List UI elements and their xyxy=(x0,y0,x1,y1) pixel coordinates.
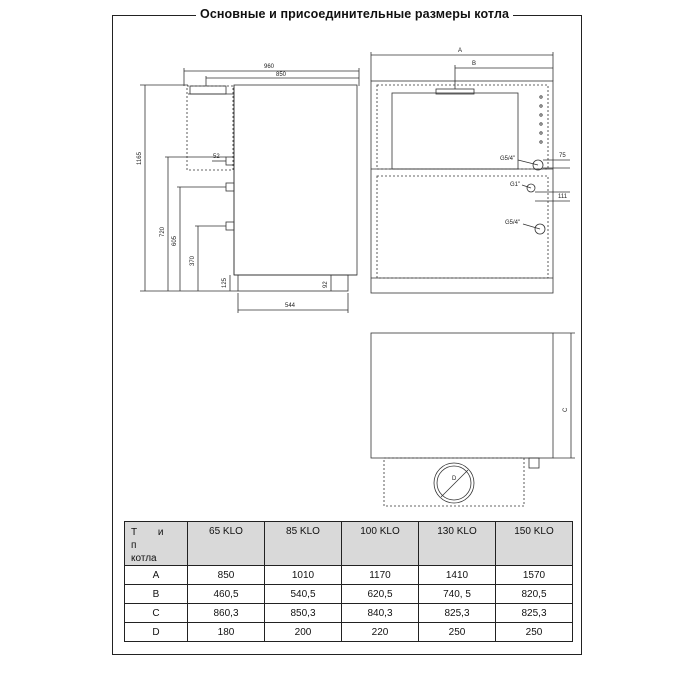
table-cell: 180 xyxy=(188,623,265,642)
table-cell: 1010 xyxy=(265,566,342,585)
dim-92: 92 xyxy=(323,281,329,288)
table-row xyxy=(125,623,573,642)
table-cell: 860,3 xyxy=(188,604,265,623)
column-header: 130 KLO xyxy=(419,522,496,566)
dim-b: B xyxy=(472,61,477,67)
table-cell: 825,3 xyxy=(419,604,496,623)
front-view xyxy=(371,52,570,293)
dim-720: 720 xyxy=(160,226,166,237)
table-cell: 540,5 xyxy=(265,585,342,604)
side-view xyxy=(140,68,359,313)
table-cell: 1570 xyxy=(496,566,573,585)
dim-1165: 1165 xyxy=(137,152,143,165)
dim-544: 544 xyxy=(285,303,296,309)
dim-111: 111 xyxy=(558,194,568,200)
table-cell: 220 xyxy=(342,623,419,642)
dim-125: 125 xyxy=(222,277,228,288)
row-label: B xyxy=(125,585,188,604)
table-cell: 1410 xyxy=(419,566,496,585)
connection-label-3: G5/4" xyxy=(505,220,521,226)
column-header: 150 KLO xyxy=(496,522,573,566)
table-cell: 740, 5 xyxy=(419,585,496,604)
column-header: 65 KLO xyxy=(188,522,265,566)
table-header-row xyxy=(125,522,573,566)
table-row xyxy=(125,566,573,585)
row-label: A xyxy=(125,566,188,585)
dim-850: 850 xyxy=(276,72,287,78)
dim-d: D xyxy=(452,476,457,482)
dim-c: C xyxy=(563,407,569,412)
dim-370: 370 xyxy=(190,255,196,266)
table-cell: 250 xyxy=(496,623,573,642)
page-title: Основные и присоединительные размеры котла xyxy=(196,7,513,21)
dimensions-table xyxy=(124,521,573,642)
dim-605: 605 xyxy=(172,235,178,246)
table-cell: 820,5 xyxy=(496,585,573,604)
connection-label-1: G5/4" xyxy=(500,156,516,162)
column-header: 100 KLO xyxy=(342,522,419,566)
table-cell: 840,3 xyxy=(342,604,419,623)
top-view xyxy=(371,333,575,506)
dim-52: 52 xyxy=(213,154,220,160)
table-cell: 850,3 xyxy=(265,604,342,623)
row-label: D xyxy=(125,623,188,642)
table-cell: 1170 xyxy=(342,566,419,585)
table-cell: 200 xyxy=(265,623,342,642)
row-label: C xyxy=(125,604,188,623)
connection-label-2: G1" xyxy=(510,182,521,188)
dim-75: 75 xyxy=(559,153,566,159)
table-cell: 850 xyxy=(188,566,265,585)
table-cell: 825,3 xyxy=(496,604,573,623)
dim-960: 960 xyxy=(264,64,275,70)
table-row xyxy=(125,604,573,623)
type-label: Т и п xyxy=(131,527,173,551)
table-corner-cell xyxy=(125,522,188,566)
table-cell: 460,5 xyxy=(188,585,265,604)
dim-a: A xyxy=(458,48,463,54)
table-cell: 250 xyxy=(419,623,496,642)
column-header: 85 KLO xyxy=(265,522,342,566)
table-row xyxy=(125,585,573,604)
boiler-label: котла xyxy=(131,553,157,564)
table-cell: 620,5 xyxy=(342,585,419,604)
